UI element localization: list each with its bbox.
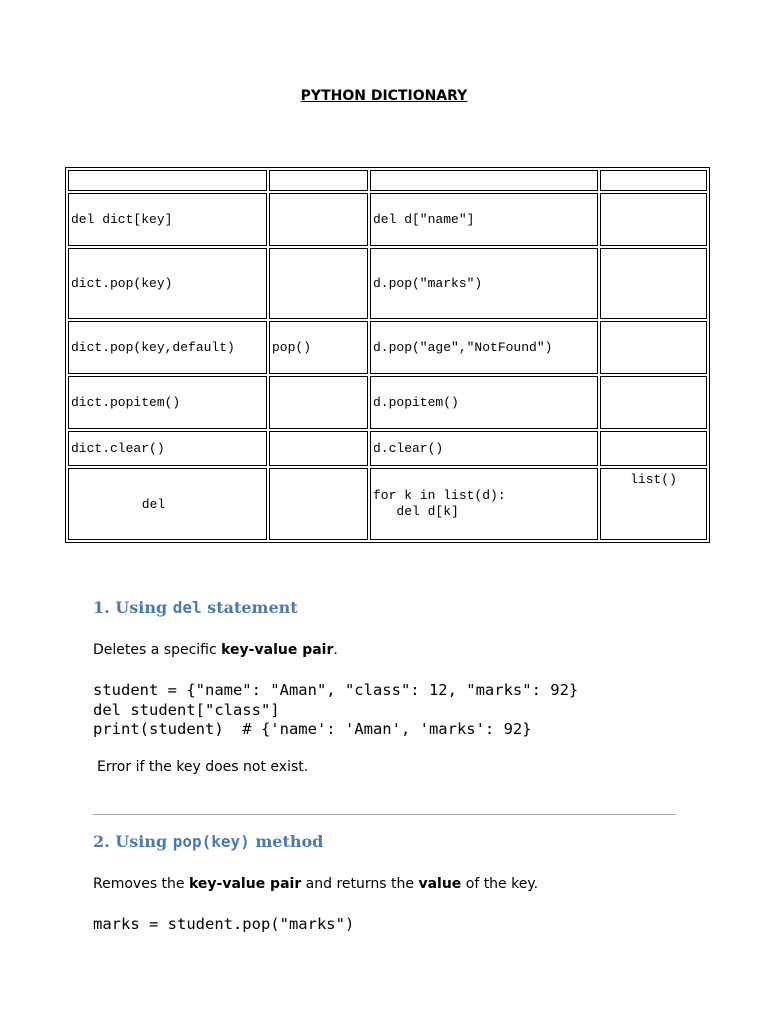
table-row <box>68 193 707 246</box>
table-cell <box>600 431 707 466</box>
table-cell: dict.clear() <box>68 431 267 466</box>
heading-code: pop(key) <box>172 832 250 851</box>
table-cell <box>600 248 707 319</box>
table-row <box>68 468 707 540</box>
section-heading-pop <box>93 832 323 851</box>
table-cell: dict.pop(key) <box>68 248 267 319</box>
heading-suffix: method <box>249 832 324 851</box>
desc-text: and returns the <box>301 876 419 892</box>
table-row <box>68 170 707 191</box>
table-cell: d.clear() <box>370 431 598 466</box>
table-cell <box>370 170 598 191</box>
table-row <box>68 431 707 466</box>
heading-prefix: 1. Using <box>93 598 173 617</box>
page-title: PYTHON DICTIONARY <box>300 88 468 104</box>
table-cell <box>269 193 368 246</box>
desc-bold: key-value pair <box>188 876 302 892</box>
methods-table <box>65 167 710 543</box>
table-cell: for k in list(d): del d[k] <box>370 468 598 540</box>
table-cell: dict.pop(key,default) <box>68 321 267 375</box>
desc-bold: key-value pair <box>221 642 334 658</box>
table-row <box>68 248 707 319</box>
section-heading-del <box>93 598 298 617</box>
table-cell <box>600 376 707 429</box>
section1-note: Error if the key does not exist. <box>97 759 309 775</box>
section1-code-block: student = {"name": "Aman", "class": 12, "marks": 92} del student["class"] print(student) # {'name': 'Aman', 'marks': 92} <box>93 681 579 738</box>
desc-text: of the key. <box>461 876 539 892</box>
desc-text: . <box>333 642 338 658</box>
table-cell <box>600 170 707 191</box>
section2-code-block: marks = student.pop("marks") <box>93 915 355 933</box>
table-cell: list() <box>600 468 707 540</box>
desc-text: Deletes a specific <box>93 642 222 658</box>
table-cell <box>269 468 368 540</box>
heading-suffix: statement <box>201 598 298 617</box>
desc-text: Removes the <box>93 876 189 892</box>
table-cell: del dict[key] <box>68 193 267 246</box>
desc-bold: value <box>418 876 462 892</box>
section-divider <box>93 814 676 815</box>
table-cell: dict.popitem() <box>68 376 267 429</box>
section2-description <box>93 876 538 892</box>
table-cell <box>269 170 368 191</box>
table-cell <box>600 321 707 375</box>
table-cell <box>269 376 368 429</box>
table-row <box>68 376 707 429</box>
section1-description <box>93 642 338 658</box>
table-cell: d.pop("marks") <box>370 248 598 319</box>
table-cell <box>68 170 267 191</box>
table-cell: del <box>68 468 267 540</box>
table-row <box>68 321 707 375</box>
table-cell <box>269 248 368 319</box>
heading-code: del <box>172 598 202 617</box>
table-cell: pop() <box>269 321 368 375</box>
table-cell: d.pop("age","NotFound") <box>370 321 598 375</box>
table-cell <box>269 431 368 466</box>
table-cell: del d["name"] <box>370 193 598 246</box>
heading-prefix: 2. Using <box>93 832 173 851</box>
table-cell <box>600 193 707 246</box>
table-cell: d.popitem() <box>370 376 598 429</box>
